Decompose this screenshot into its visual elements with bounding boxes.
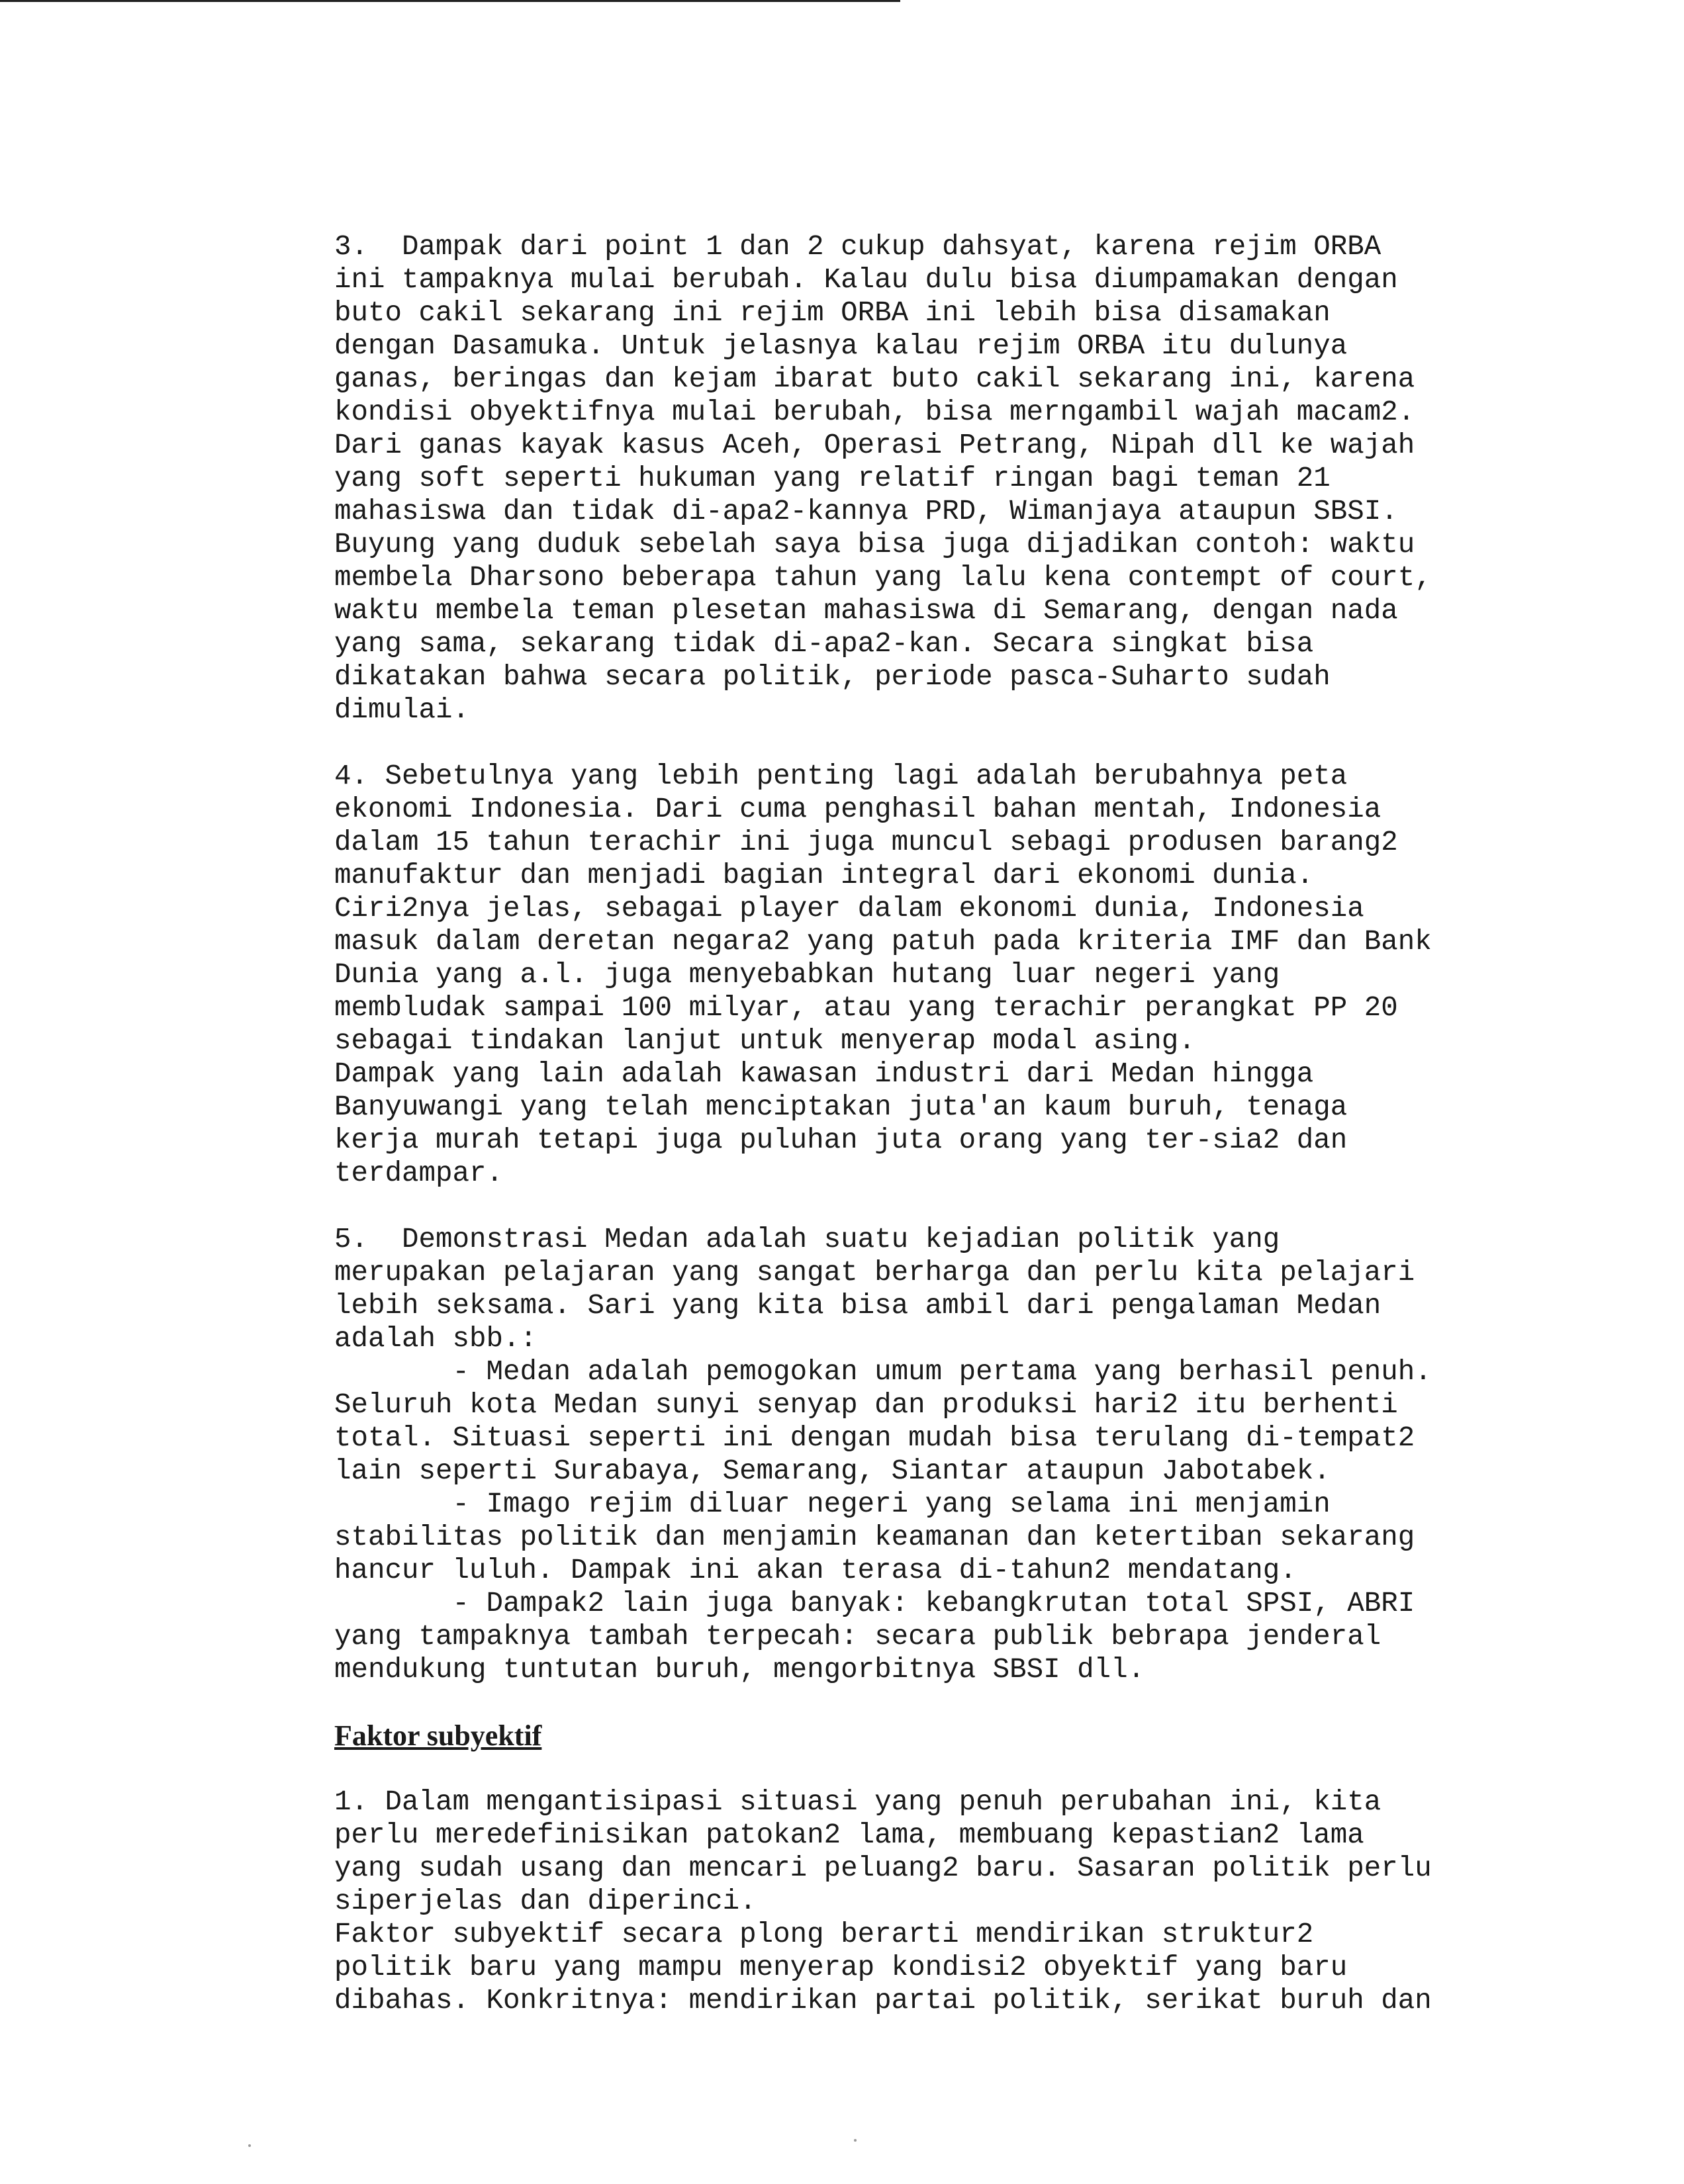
text-line: sebagai tindakan lanjut untuk menyerap modal asing.	[334, 1025, 1195, 1057]
paragraph	[334, 230, 1632, 727]
text-line: yang soft seperti hukuman yang relatif ringan bagi teman 21	[334, 463, 1331, 494]
text-line: dengan Dasamuka. Untuk jelasnya kalau rejim ORBA itu dulunya	[334, 330, 1348, 362]
text-line: kerja murah tetapi juga puluhan juta orang yang ter-sia2 dan	[334, 1124, 1348, 1156]
paragraph	[334, 760, 1632, 1190]
text-line: kondisi obyektifnya mulai berubah, bisa merngambil wajah macam2.	[334, 396, 1415, 428]
paragraph	[334, 1223, 1632, 1686]
text-line: dikatakan bahwa secara politik, periode pasca-Suharto sudah	[334, 661, 1331, 693]
paragraphs-before-heading	[334, 230, 1632, 1686]
text-line: Buyung yang duduk sebelah saya bisa juga dijadikan contoh: waktu	[334, 529, 1415, 561]
paragraphs-after-heading	[334, 1786, 1632, 2017]
text-line: ini tampaknya mulai berubah. Kalau dulu bisa diumpamakan dengan	[334, 264, 1398, 296]
text-line: stabilitas politik dan menjamin keamanan dan ketertiban sekarang	[334, 1522, 1415, 1553]
text-line: siperjelas dan diperinci.	[334, 1886, 757, 1917]
text-line: masuk dalam deretan negara2 yang patuh pada kriteria IMF dan Bank	[334, 926, 1432, 958]
text-line: perlu meredefinisikan patokan2 lama, membuang kepastian2 lama	[334, 1819, 1364, 1851]
text-line: merupakan pelajaran yang sangat berharga dan perlu kita pelajari	[334, 1257, 1415, 1289]
text-line: 4. Sebetulnya yang lebih penting lagi adalah berubahnya peta	[334, 760, 1348, 792]
text-line: yang tampaknya tambah terpecah: secara publik bebrapa jenderal	[334, 1621, 1381, 1653]
document-page	[334, 230, 1632, 2050]
text-line: dimulai.	[334, 694, 470, 726]
paragraph	[334, 1786, 1632, 2017]
scan-edge-line	[0, 0, 900, 2]
text-line: lebih seksama. Sari yang kita bisa ambil dari pengalaman Medan	[334, 1290, 1381, 1322]
text-line: dibahas. Konkritnya: mendirikan partai politik, serikat buruh dan	[334, 1985, 1432, 2017]
text-line: Dampak yang lain adalah kawasan industri dari Medan hingga	[334, 1058, 1314, 1090]
text-line: membela Dharsono beberapa tahun yang lalu kena contempt of court,	[334, 562, 1432, 594]
text-line: politik baru yang mampu menyerap kondisi2 obyektif yang baru	[334, 1952, 1348, 1983]
text-line: adalah sbb.:	[334, 1323, 538, 1355]
text-line: - Medan adalah pemogokan umum pertama yang berhasil penuh.	[334, 1356, 1432, 1388]
text-line: dalam 15 tahun terachir ini juga muncul sebagi produsen barang2	[334, 827, 1398, 858]
text-line: waktu membela teman plesetan mahasiswa di Semarang, dengan nada	[334, 595, 1398, 627]
text-line: 3. Dampak dari point 1 dan 2 cukup dahsyat, karena rejim ORBA	[334, 231, 1381, 263]
text-line: mendukung tuntutan buruh, mengorbitnya SBSI dll.	[334, 1654, 1145, 1686]
section-heading: Faktor subyektif	[334, 1719, 542, 1752]
text-line: hancur luluh. Dampak ini akan terasa di-tahun2 mendatang.	[334, 1555, 1297, 1586]
text-line: - Imago rejim diluar negeri yang selama ini menjamin	[334, 1488, 1331, 1520]
text-line: lain seperti Surabaya, Semarang, Siantar ataupun Jabotabek.	[334, 1455, 1331, 1487]
scan-speck	[248, 2144, 251, 2147]
text-line: Banyuwangi yang telah menciptakan juta'an kaum buruh, tenaga	[334, 1091, 1348, 1123]
text-line: Dari ganas kayak kasus Aceh, Operasi Petrang, Nipah dll ke wajah	[334, 430, 1415, 461]
text-line: total. Situasi seperti ini dengan mudah bisa terulang di-tempat2	[334, 1422, 1415, 1454]
text-line: 5. Demonstrasi Medan adalah suatu kejadian politik yang	[334, 1224, 1280, 1255]
text-line: - Dampak2 lain juga banyak: kebangkrutan total SPSI, ABRI	[334, 1588, 1415, 1619]
text-line: yang sama, sekarang tidak di-apa2-kan. Secara singkat bisa	[334, 628, 1314, 660]
text-line: 1. Dalam mengantisipasi situasi yang penuh perubahan ini, kita	[334, 1786, 1381, 1818]
text-line: Ciri2nya jelas, sebagai player dalam ekonomi dunia, Indonesia	[334, 893, 1364, 925]
text-line: manufaktur dan menjadi bagian integral dari ekonomi dunia.	[334, 860, 1314, 891]
text-line: membludak sampai 100 milyar, atau yang terachir perangkat PP 20	[334, 992, 1398, 1024]
text-line: ganas, beringas dan kejam ibarat buto cakil sekarang ini, karena	[334, 363, 1415, 395]
scan-speck	[854, 2139, 857, 2142]
text-line: ekonomi Indonesia. Dari cuma penghasil bahan mentah, Indonesia	[334, 794, 1381, 825]
text-line: terdampar.	[334, 1158, 504, 1189]
text-line: Seluruh kota Medan sunyi senyap dan produksi hari2 itu berhenti	[334, 1389, 1398, 1421]
text-line: Faktor subyektif secara plong berarti mendirikan struktur2	[334, 1919, 1314, 1950]
text-line: Dunia yang a.l. juga menyebabkan hutang luar negeri yang	[334, 959, 1280, 991]
text-line: buto cakil sekarang ini rejim ORBA ini lebih bisa disamakan	[334, 297, 1331, 329]
text-line: yang sudah usang dan mencari peluang2 baru. Sasaran politik perlu	[334, 1852, 1432, 1884]
text-line: mahasiswa dan tidak di-apa2-kannya PRD, Wimanjaya ataupun SBSI.	[334, 496, 1398, 527]
